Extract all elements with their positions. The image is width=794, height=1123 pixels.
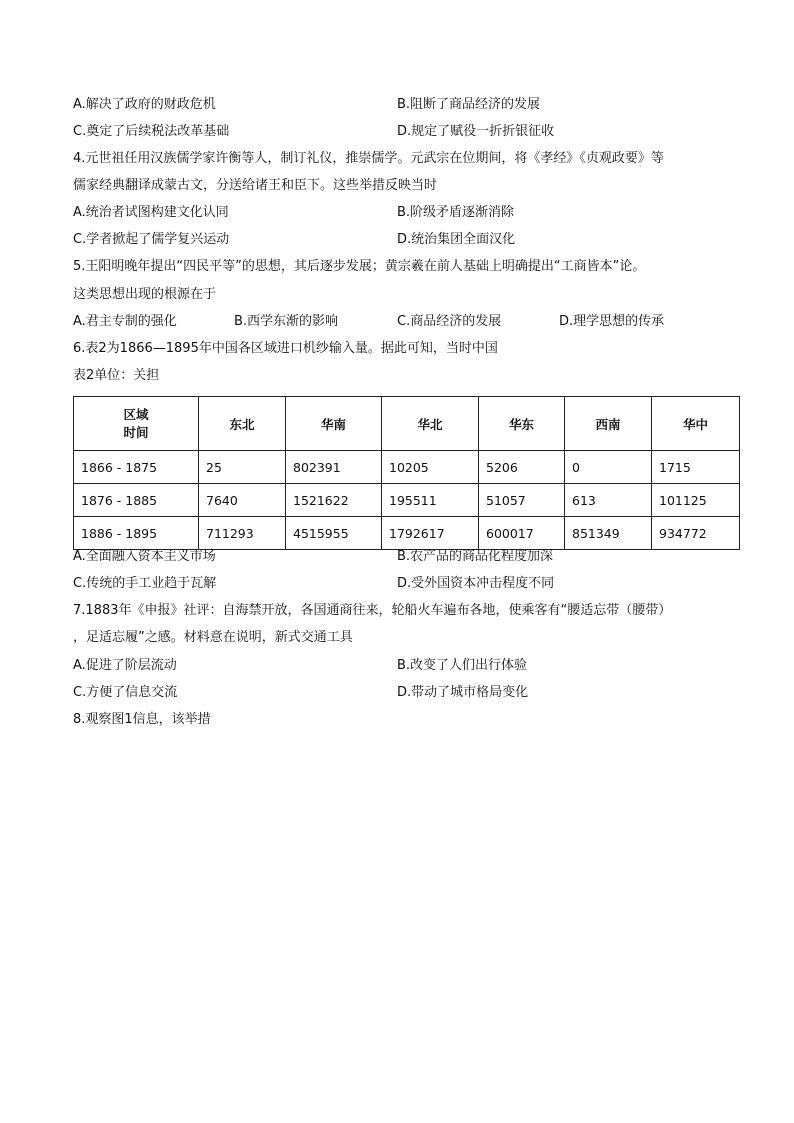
q4-option-a: A.统治者试图构建文化认同 <box>73 205 229 220</box>
table-cell: 1521622 <box>286 484 382 517</box>
column-header: 华北 <box>382 397 479 451</box>
q7-option-a: A.促进了阶层流动 <box>73 658 177 673</box>
table-cell: 7640 <box>199 484 286 517</box>
q5-option-a: A.君主专制的强化 <box>73 314 177 329</box>
table-row <box>74 517 740 550</box>
table-cell: 0 <box>565 451 652 484</box>
q5-option-b: B.西学东渐的影响 <box>234 314 339 329</box>
table-cell: 934772 <box>652 517 740 550</box>
column-header: 西南 <box>565 397 652 451</box>
q3-options-row-2 <box>73 123 733 141</box>
q6-option-d: D.受外国资本冲击程度不同 <box>397 576 555 591</box>
column-header: 华中 <box>652 397 740 451</box>
table-cell: 10205 <box>382 451 479 484</box>
q7-option-d: D.带动了城市格局变化 <box>397 685 529 700</box>
table-cell: 851349 <box>565 517 652 550</box>
column-header: 华东 <box>479 397 565 451</box>
q4-options-row-1 <box>73 204 733 222</box>
table-cell: 1715 <box>652 451 740 484</box>
q5-stem-line-1: 5.王阳明晚年提出“四民平等”的思想，其后逐步发展；黄宗羲在前人基础上明确提出“工商皆本”论。 <box>73 259 646 274</box>
q4-stem-line-2: 儒家经典翻译成蒙古文，分送给诸王和臣下。这些举措反映当时 <box>73 178 438 193</box>
row-period-cell: 1876 - 1885 <box>74 484 199 517</box>
q4-options-row-2 <box>73 231 733 249</box>
column-header: 华南 <box>286 397 382 451</box>
table-cell: 600017 <box>479 517 565 550</box>
table-cell: 613 <box>565 484 652 517</box>
row-period-cell: 1886 - 1895 <box>74 517 199 550</box>
table-cell: 711293 <box>199 517 286 550</box>
corner-label-period: 时间 <box>123 424 149 440</box>
row-period-cell: 1866 - 1875 <box>74 451 199 484</box>
q3-options-row-1 <box>73 96 733 114</box>
q7-option-c: C.方便了信息交流 <box>73 685 178 700</box>
table-cell: 5206 <box>479 451 565 484</box>
q7-stem-line-1: 7.1883年《申报》社评：自海禁开放，各国通商往来，轮船火车遍布各地，使乘客有“腰适忘带（腰带） <box>73 603 672 618</box>
column-header: 东北 <box>199 397 286 451</box>
q7-options-row-2 <box>73 684 733 702</box>
q5-option-c: C.商品经济的发展 <box>397 314 502 329</box>
q3-option-c: C.奠定了后续税法改革基础 <box>73 124 230 139</box>
q7-options-row-1 <box>73 657 733 675</box>
table-cell: 802391 <box>286 451 382 484</box>
table-cell: 51057 <box>479 484 565 517</box>
q7-option-b: B.改变了人们出行体验 <box>397 658 528 673</box>
table-corner-header <box>74 397 199 451</box>
q6-table-caption: 表2单位：关担 <box>73 368 160 383</box>
q6-option-a: A.全面融入资本主义市场 <box>73 549 216 564</box>
table-cell: 195511 <box>382 484 479 517</box>
q7-stem-line-2: ，足适忘履”之感。材料意在说明，新式交通工具 <box>73 630 353 645</box>
table-cell: 101125 <box>652 484 740 517</box>
q3-option-b: B.阻断了商品经济的发展 <box>397 97 541 112</box>
q4-option-d: D.统治集团全面汉化 <box>397 232 516 247</box>
q4-stem-line-1: 4.元世祖任用汉族儒学家许衡等人，制订礼仪，推崇儒学。元武宗在位期间，将《孝经》《贞观政要》等 <box>73 151 664 166</box>
table-header-row <box>74 397 740 451</box>
q5-stem-line-2: 这类思想出现的根源在于 <box>73 287 217 302</box>
table-cell: 25 <box>199 451 286 484</box>
q6-stem: 6.表2为1866—1895年中国各区域进口机纱输入量。据此可知，当时中国 <box>73 341 498 356</box>
q6-option-c: C.传统的手工业趋于瓦解 <box>73 576 217 591</box>
table-cell: 4515955 <box>286 517 382 550</box>
q5-options-row <box>73 313 733 331</box>
q6-options-row-2 <box>73 575 733 593</box>
q6-data-table <box>73 396 740 550</box>
q8-stem: 8.观察图1信息，该举措 <box>73 712 211 727</box>
table-cell: 1792617 <box>382 517 479 550</box>
table-row <box>74 451 740 484</box>
q4-option-b: B.阶级矛盾逐渐消除 <box>397 205 515 220</box>
corner-label-region: 区域 <box>123 406 149 422</box>
q3-option-a: A.解决了政府的财政危机 <box>73 97 216 112</box>
q6-options-row-1 <box>73 548 733 566</box>
q5-option-d: D.理学思想的传承 <box>559 314 665 329</box>
q4-option-c: C.学者掀起了儒学复兴运动 <box>73 232 230 247</box>
table-row <box>74 484 740 517</box>
q3-option-d: D.规定了赋役一折折银征收 <box>397 124 555 139</box>
q6-option-b: B.农产品的商品化程度加深 <box>397 549 554 564</box>
